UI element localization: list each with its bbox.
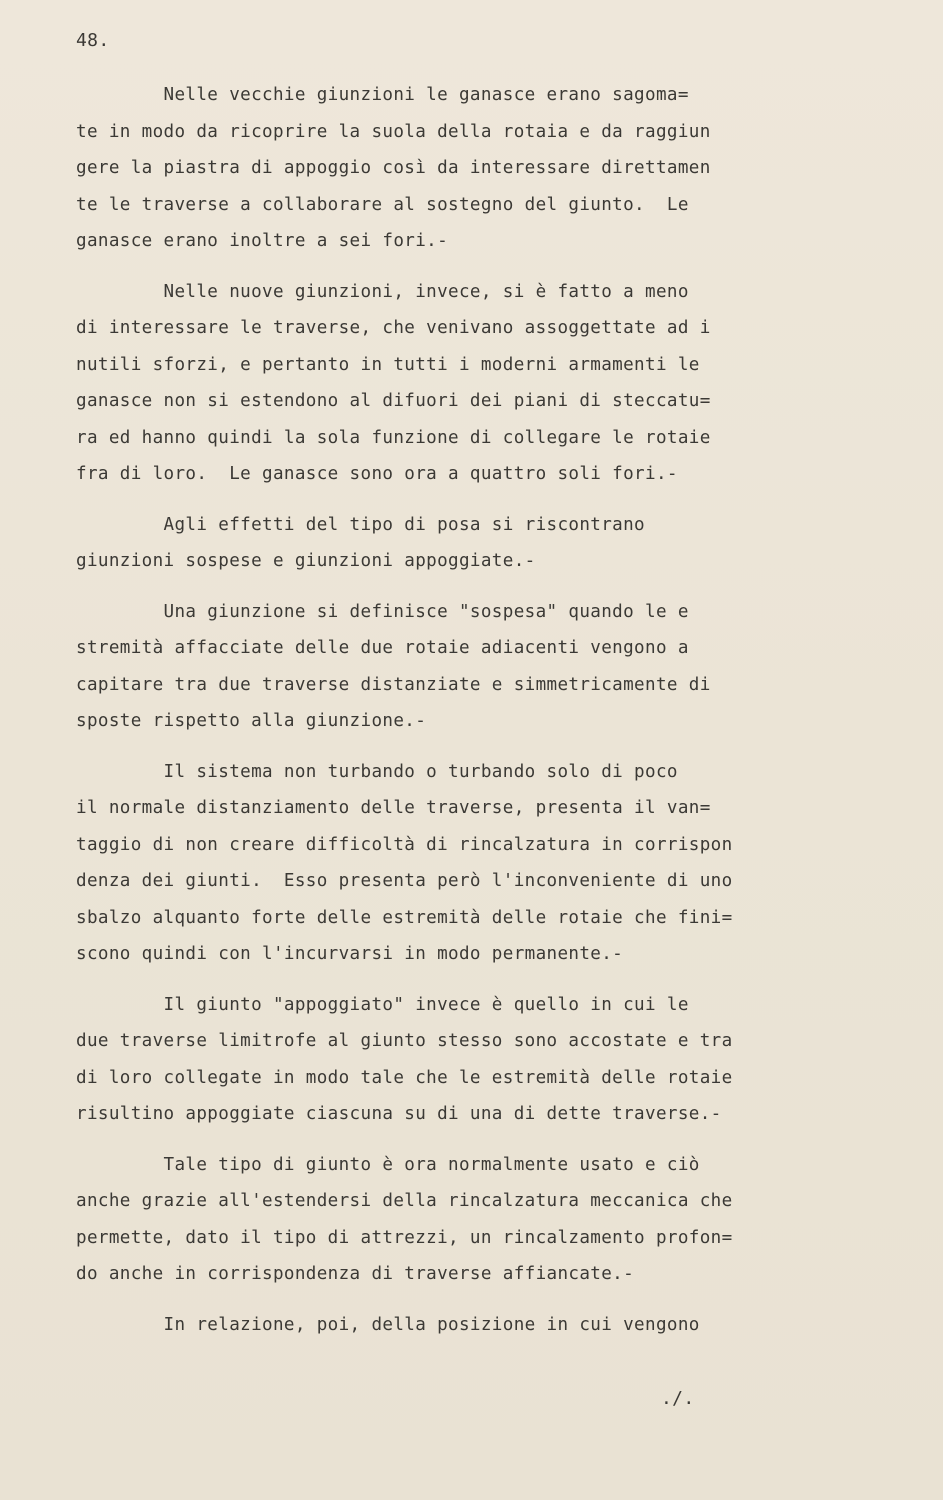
paragraph-new-joints bbox=[76, 274, 876, 493]
text-line: due traverse limitrofe al giunto stesso sono accostate e tra bbox=[76, 1031, 733, 1051]
page-number: 48. bbox=[76, 30, 110, 51]
text-line: di loro collegate in modo tale che le estremità delle rotaie bbox=[76, 1067, 733, 1088]
text-line: fra di loro. Le ganasce sono ora a quattro soli fori.- bbox=[76, 464, 678, 484]
text-line: Il sistema non turbando o turbando solo di poco bbox=[76, 761, 678, 782]
text-line: te in modo da ricoprire la suola della rotaia e da raggiun bbox=[76, 121, 711, 142]
text-line: sbalzo alquanto forte delle estremità delle rotaie che fini= bbox=[76, 907, 733, 928]
paragraph-old-joints bbox=[76, 77, 876, 260]
text-line: scono quindi con l'incurvarsi in modo permanente.- bbox=[76, 944, 624, 964]
continuation-mark: ./. bbox=[661, 1388, 695, 1409]
text-line: ra ed hanno quindi la sola funzione di collegare le rotaie bbox=[76, 427, 711, 448]
paragraph-position-relation bbox=[76, 1307, 876, 1344]
text-line: denza dei giunti. Esso presenta però l'inconveniente di uno bbox=[76, 871, 733, 891]
text-line: Il giunto "appoggiato" invece è quello in cui le bbox=[76, 994, 689, 1015]
text-line: Nelle vecchie giunzioni le ganasce erano sagoma= bbox=[76, 85, 689, 105]
text-line: In relazione, poi, della posizione in cui vengono bbox=[76, 1314, 700, 1335]
text-line: capitare tra due traverse distanziate e simmetricamente di bbox=[76, 674, 711, 695]
text-line: anche grazie all'estendersi della rincalzatura meccanica che bbox=[76, 1191, 733, 1211]
paragraph-suspended-system bbox=[76, 754, 876, 973]
text-line: taggio di non creare difficoltà di rincalzatura in corrispon bbox=[76, 834, 733, 855]
paragraph-supported-joint bbox=[76, 987, 876, 1133]
text-line: ganasce erano inoltre a sei fori.- bbox=[76, 231, 449, 251]
text-line: risultino appoggiate ciascuna su di una di dette traverse.- bbox=[76, 1104, 722, 1124]
text-line: te le traverse a collaborare al sostegno del giunto. Le bbox=[76, 194, 689, 215]
text-line: do anche in corrispondenza di traverse affiancate.- bbox=[76, 1264, 635, 1284]
text-line: giunzioni sospese e giunzioni appoggiate.- bbox=[76, 551, 536, 571]
text-line: gere la piastra di appoggio così da interessare direttamen bbox=[76, 158, 711, 178]
text-line: ganasce non si estendono al difuori dei piani di steccatu= bbox=[76, 391, 711, 411]
text-line: di interessare le traverse, che venivano assoggettate ad i bbox=[76, 318, 711, 338]
typed-text-body bbox=[76, 77, 876, 1343]
text-line: nutili sforzi, e pertanto in tutti i moderni armamenti le bbox=[76, 354, 700, 375]
text-line: Tale tipo di giunto è ora normalmente usato e ciò bbox=[76, 1154, 700, 1175]
paragraph-suspended-joint bbox=[76, 594, 876, 740]
paragraph-laying-types bbox=[76, 507, 876, 580]
text-line: permette, dato il tipo di attrezzi, un rincalzamento profon= bbox=[76, 1227, 733, 1248]
text-line: Una giunzione si definisce "sospesa" quando le e bbox=[76, 601, 689, 622]
text-line: Agli effetti del tipo di posa si riscontrano bbox=[76, 514, 646, 535]
text-line: il normale distanziamento delle traverse, presenta il van= bbox=[76, 798, 711, 818]
paragraph-joint-usage bbox=[76, 1147, 876, 1293]
text-line: Nelle nuove giunzioni, invece, si è fatto a meno bbox=[76, 281, 689, 302]
text-line: stremità affacciate delle due rotaie adiacenti vengono a bbox=[76, 638, 689, 658]
text-line: sposte rispetto alla giunzione.- bbox=[76, 711, 427, 731]
